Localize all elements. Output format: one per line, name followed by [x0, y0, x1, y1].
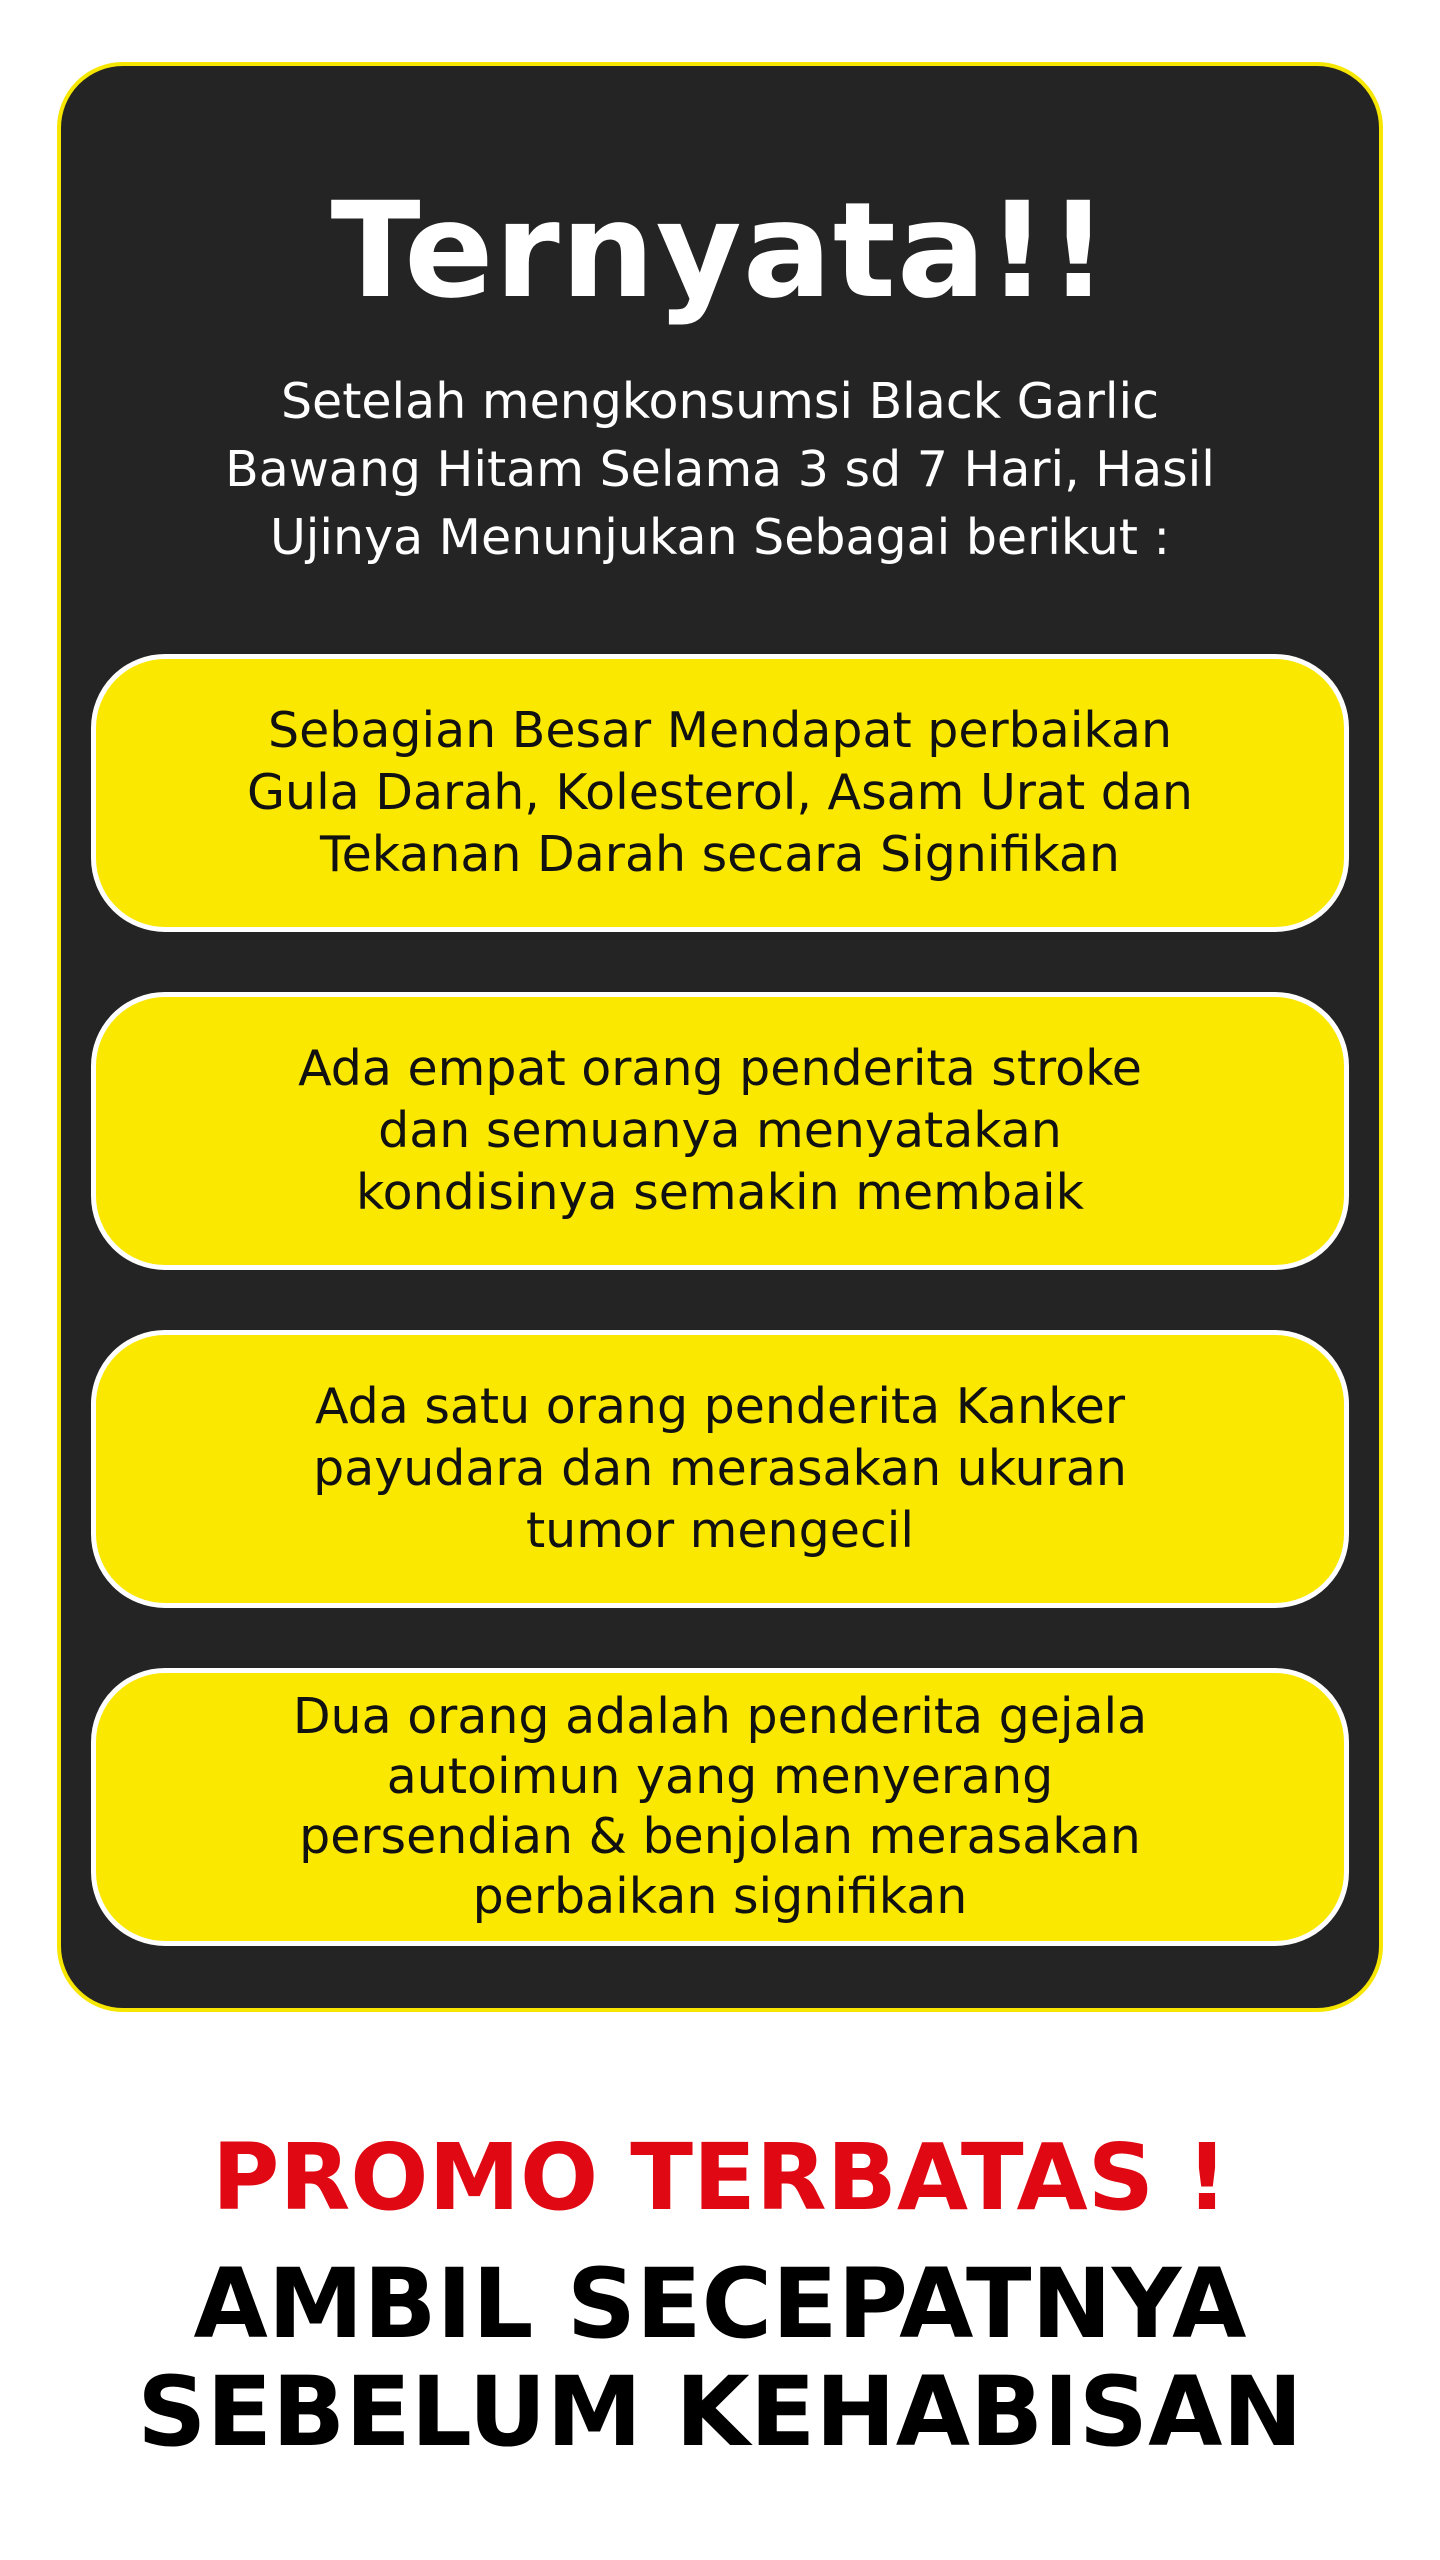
result-line: kondisinya semakin membaik — [356, 1164, 1084, 1221]
result-line: Tekanan Darah secara Signifikan — [320, 826, 1120, 883]
intro-line: Bawang Hitam Selama 3 sd 7 Hari, Hasil — [225, 441, 1215, 498]
intro-line: Ujinya Menunjukan Sebagai berikut : — [269, 509, 1171, 566]
call-to-action — [0, 2250, 1440, 2466]
result-line: Dua orang adalah penderita gejala — [292, 1688, 1148, 1745]
result-card-autoimmune — [91, 1668, 1349, 1946]
intro-line: Setelah mengkonsumsi Black Garlic — [280, 373, 1160, 430]
result-line: tumor mengecil — [525, 1502, 915, 1559]
promo-headline: PROMO TERBATAS ! — [212, 2124, 1228, 2231]
result-card-text — [313, 1376, 1127, 1562]
result-card-text — [247, 700, 1193, 886]
result-line: Sebagian Besar Mendapat perbaikan — [267, 702, 1173, 759]
result-card-text — [298, 1038, 1142, 1224]
result-line: autoimun yang menyerang — [386, 1748, 1054, 1805]
result-line: payudara dan merasakan ukuran — [313, 1440, 1127, 1497]
result-line: persendian & benjolan merasakan — [299, 1808, 1141, 1865]
result-card-stroke — [91, 992, 1349, 1270]
results-panel — [57, 62, 1383, 2012]
panel-headline: Ternyata!! — [330, 174, 1110, 328]
result-card-text — [293, 1687, 1147, 1927]
result-card-cancer — [91, 1330, 1349, 1608]
result-card-blood-sugar — [91, 654, 1349, 932]
cta-line: SEBELUM KEHABISAN — [137, 2356, 1303, 2468]
intro-text — [131, 368, 1309, 572]
result-line: dan semuanya menyatakan — [378, 1102, 1062, 1159]
result-line: Ada empat orang penderita stroke — [298, 1040, 1142, 1097]
result-line: Gula Darah, Kolesterol, Asam Urat dan — [247, 764, 1193, 821]
result-line: perbaikan signifikan — [472, 1868, 968, 1925]
result-line: Ada satu orang penderita Kanker — [314, 1378, 1126, 1435]
cta-line: AMBIL SECEPATNYA — [193, 2248, 1247, 2360]
